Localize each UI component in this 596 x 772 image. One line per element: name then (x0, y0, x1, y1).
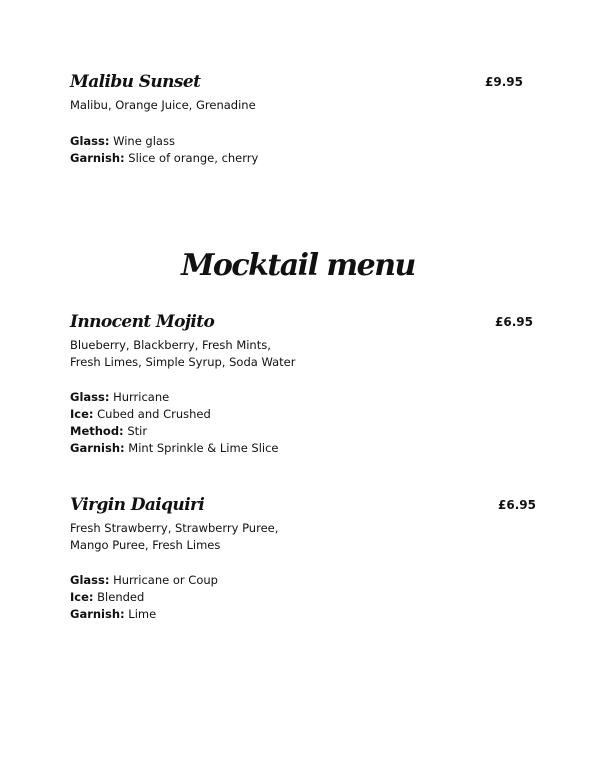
detail-value: Cubed and Crushed (97, 407, 211, 421)
detail-value: Stir (127, 424, 148, 438)
detail-glass (70, 133, 258, 150)
item-details (70, 389, 279, 457)
detail-garnish (70, 150, 258, 167)
item-details (70, 572, 218, 623)
item-details (70, 133, 258, 167)
detail-value: Mint Sprinkle & Lime Slice (128, 441, 279, 455)
detail-value: Hurricane (113, 390, 170, 404)
description-line: Blueberry, Blackberry, Fresh Mints, (70, 338, 271, 352)
detail-value: Blended (97, 590, 145, 604)
detail-label: Method: (70, 424, 124, 438)
description-line: Fresh Strawberry, Strawberry Puree, (70, 521, 279, 535)
detail-value: Lime (128, 607, 157, 621)
description-line: Mango Puree, Fresh Limes (70, 538, 221, 552)
detail-label: Glass: (70, 134, 110, 148)
detail-glass (70, 389, 279, 406)
detail-label: Glass: (70, 573, 110, 587)
item-description (70, 97, 256, 114)
detail-method (70, 423, 279, 440)
item-name: Malibu Sunset (70, 72, 201, 92)
detail-garnish (70, 606, 218, 623)
item-description (70, 520, 278, 554)
detail-label: Garnish: (70, 151, 125, 165)
detail-label: Garnish: (70, 607, 125, 621)
detail-label: Ice: (70, 590, 94, 604)
item-name: Virgin Daiquiri (70, 495, 205, 515)
detail-value: Wine glass (113, 134, 175, 148)
item-description (70, 337, 295, 371)
item-name: Innocent Mojito (70, 312, 215, 332)
detail-value: Hurricane or Coup (113, 573, 218, 587)
detail-value: Slice of orange, cherry (128, 151, 259, 165)
description-line: Fresh Limes, Simple Syrup, Soda Water (70, 355, 296, 369)
detail-ice (70, 589, 218, 606)
description-line: Malibu, Orange Juice, Grenadine (70, 98, 256, 112)
detail-garnish (70, 440, 279, 457)
detail-label: Garnish: (70, 441, 125, 455)
detail-ice (70, 406, 279, 423)
detail-label: Glass: (70, 390, 110, 404)
item-price: £9.95 (485, 75, 523, 89)
detail-glass (70, 572, 218, 589)
section-heading: Mocktail menu (181, 248, 415, 283)
detail-label: Ice: (70, 407, 94, 421)
item-price: £6.95 (495, 315, 533, 329)
item-price: £6.95 (498, 498, 536, 512)
